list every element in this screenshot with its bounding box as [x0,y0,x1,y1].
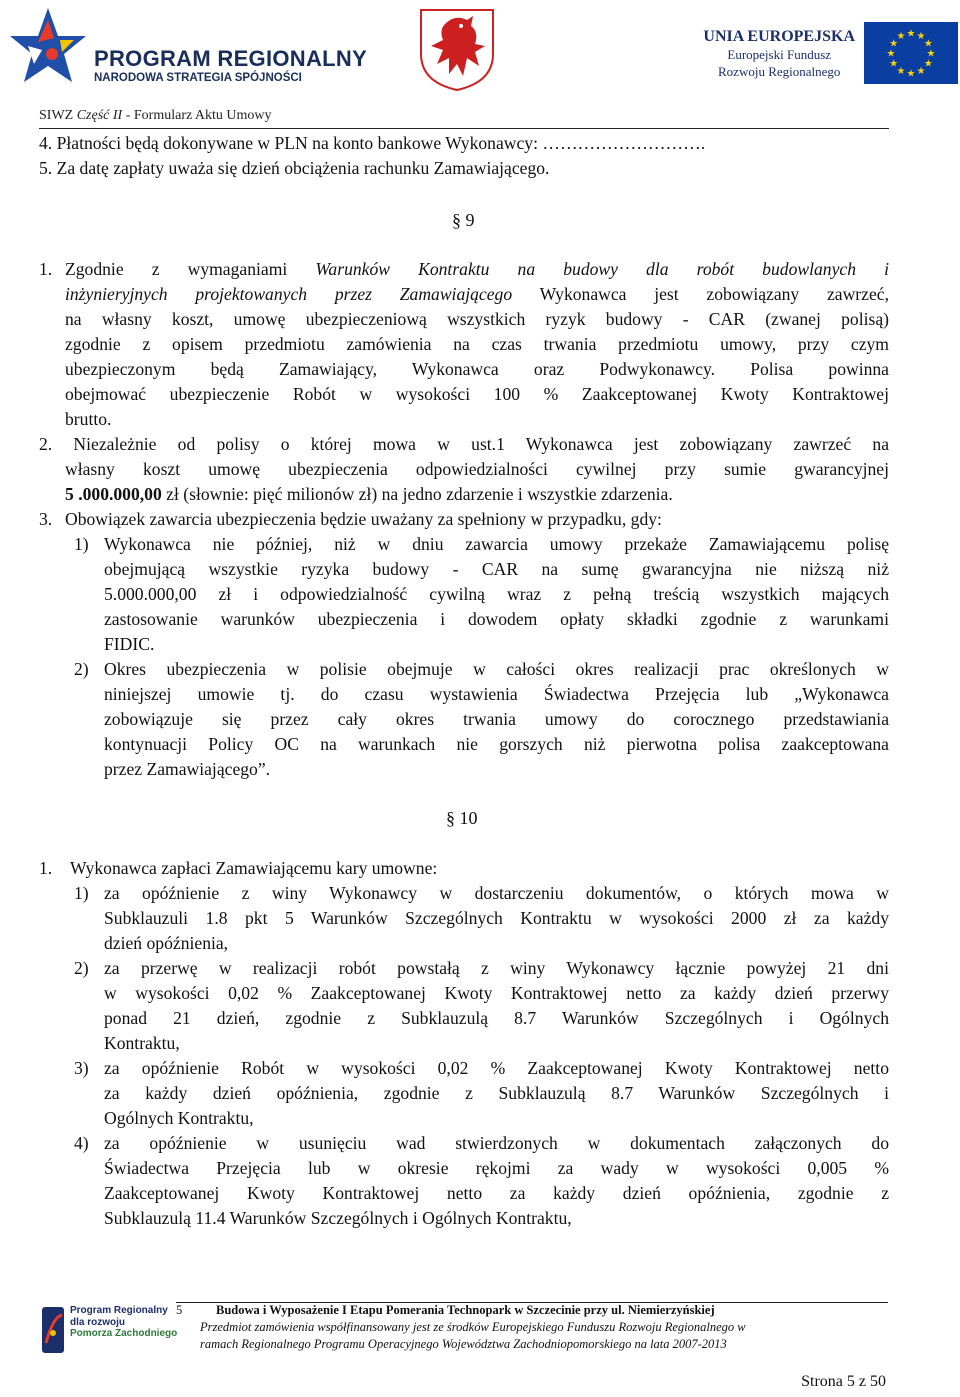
s9-p1-line-5: ubezpieczonym będą Zamawiający, Wykonawca oraz Podwykonawcy. Polisa powinna [65,359,889,379]
s9-p1-number: 1. [39,259,53,279]
page-header [0,0,960,105]
s10-item4-line-3: Zaakceptowanej Kwoty Kontraktowej netto za każdy dzień opóźnienia, zgodnie z [104,1183,889,1203]
eu-star-icon: ★ [923,58,933,70]
nss-star-icon [8,6,88,94]
eu-star-icon: ★ [889,38,899,50]
program-regionalny-logo [8,6,368,94]
eu-star-icon: ★ [906,68,916,80]
s9-p2-line-3 [65,482,673,507]
s9-p3-sub1-line-1: Wykonawca nie później, niż w dniu zawarcia umowy przekaże Zamawiającemu polisę [104,534,889,554]
footer-cofinancing-line-1: Przedmiot zamówienia współfinansowany jest ze środków Europejskiego Funduszu Rozwoju Regionalnego w [200,1320,746,1334]
s9-p1-line-4: zgodnie z opisem przedmiotu zamówienia na czas trwania przedmiotu umowy, przy czym [65,334,889,354]
s9-p2-line-1: 2. Niezależnie od polisy o której mowa w ust.1 Wykonawca jest zobowiązany zawrzeć na [39,434,889,454]
eu-star-icon: ★ [916,31,926,43]
eu-star-icon: ★ [896,31,906,43]
footer-logo-line-2: dla rozwoju [70,1316,125,1328]
s10-item4-line-4: Subklauzulą 11.4 Warunków Szczególnych i Ogólnych Kontraktu, [104,1208,572,1228]
program-subtitle: NARODOWA STRATEGIA SPÓJNOŚCI [94,72,302,84]
s9-p1-line-2a: inżynieryjnych projektowanych przez Zamawiającego [65,284,513,304]
footnote-number: 5 [176,1303,183,1317]
s9-p1-line-7: brutto. [65,409,112,429]
section-10-heading: § 10 [446,808,478,828]
s9-p3-sub1-line-5: FIDIC. [104,634,155,654]
s10-item3-line-3: Ogólnych Kontraktu, [104,1108,254,1128]
s10-item2-line-4: Kontraktu, [104,1033,180,1053]
s10-item4-number: 4) [74,1133,89,1153]
s9-p1-line-2b: Wykonawca jest zobowiązany zawrzeć, [539,284,889,304]
s10-item1-line-2: Subklauzuli 1.8 pkt 5 Warunków Szczególnych Kontraktu w wysokości 2000 zł za każdy [104,908,889,928]
s10-p1-intro: Wykonawca zapłaci Zamawiającemu kary umowne: [70,858,438,878]
s10-item2-line-2: w wysokości 0,02 % Zaakceptowanej Kwoty Kontraktowej netto za każdy dzień przerwy [104,983,889,1003]
header-divider [39,128,889,129]
eu-star-icon: ★ [923,38,933,50]
s9-p1-line-3: na własny koszt, umowę ubezpieczeniową wszystkich ryzyk budowy - CAR (zwanej polisą) [65,309,889,329]
section-9-heading: § 9 [452,210,475,230]
eu-star-icon: ★ [926,48,936,60]
eu-star-icon: ★ [889,58,899,70]
s9-p3-sub2-line-2: niniejszej umowie tj. do czasu wystawienia Świadectwa Przejęcia lub „Wykonawca [104,684,889,704]
s10-item4-line-2: Świadectwa Przejęcia lub w okresie rękojmi za wady w wysokości 0,005 % [104,1158,889,1178]
eu-star-icon: ★ [896,65,906,77]
page-number: Strona 5 z 50 [801,1373,886,1390]
program-title: PROGRAM REGIONALNY [94,46,368,71]
footer-logo-line-1: Program Regionalny [70,1305,168,1316]
s10-item4-line-1: za opóźnienie w usunięciu wad stwierdzonych w dokumentach załączonych do [104,1133,889,1153]
doc-label-rest: - Formularz Aktu Umowy [122,108,272,123]
s10-p1-number: 1. [39,858,53,878]
s10-item3-number: 3) [74,1058,89,1078]
s9-p1-line-1a: Zgodnie z wymaganiami [65,259,288,279]
s10-item3-line-2: za każdy dzień opóźnienia, zgodnie z Subklauzulą 8.7 Warunków Szczególnych i [104,1083,889,1103]
s10-item2-number: 2) [74,958,89,978]
s9-p1-line-6: obejmować ubezpieczenie Robót w wysokości 100 % Zaakceptowanej Kwoty Kontraktowej [65,384,889,404]
doc-label-plain: SIWZ [39,108,77,123]
eu-line1: Europejski Fundusz [727,47,832,62]
footer-logo-text [70,1305,177,1340]
griffin-crest-icon [415,6,499,92]
s9-p3-sub2-line-3: zobowiązuje się przez cały okres trwania umowy do corocznego przedstawiania [104,709,889,729]
footer-cofinancing-line-2: ramach Regionalnego Programu Operacyjnego Województwa Zachodniopomorskiego na lata 2007-2013 [200,1337,727,1351]
eu-title: UNIA EUROPEJSKA [703,28,855,45]
s9-p3-sub2-line-4: kontynuacji Policy OC na warunkach nie gorszych niż pierwotna polisa zaakceptowana [104,734,889,754]
s9-p2-rest: zł (słownie: pięć milionów zł) na jedno zdarzenie i wszystkie zdarzenia. [161,484,673,504]
s9-p3-sub1-line-2: obejmującą wszystkie ryzyka budowy - CAR na sumę gwarancyjna nie niższą niż [104,559,889,579]
payment-item-5: 5. Za datę zapłaty uważa się dzień obciążenia rachunku Zamawiającego. [39,158,550,178]
s9-p2-line-2: własny koszt umowę ubezpieczenia odpowiedzialności cywilnej przy sumie gwarancyjnej [65,459,889,479]
eu-star-icon: ★ [886,48,896,60]
doc-label-italic: Część II [76,108,123,123]
s9-p3-sub2-number: 2) [74,659,89,679]
eu-line2: Rozwoju Regionalnego [718,64,841,79]
eu-star-icon: ★ [916,65,926,77]
s10-item1-line-3: dzień opóźnienia, [104,933,229,953]
s9-p1-line-1 [65,257,889,282]
s9-p3-number: 3. [39,509,53,529]
eu-star-icon: ★ [906,28,916,40]
s9-p1-line-2 [65,282,889,307]
s9-p1-line-1b: Warunków Kontraktu na budowy dla robót budowlanych i [315,259,889,279]
s10-item1-number: 1) [74,883,89,903]
s9-p3-intro: Obowiązek zawarcia ubezpieczenia będzie uważany za spełniony w przypadku, gdy: [65,509,662,529]
s10-item1-line-1: za opóźnienie z winy Wykonawcy w dostarczeniu dokumentów, o których mowa w [104,883,889,903]
s10-item2-line-3: ponad 21 dzień, zgodnie z Subklauzulą 8.7 Warunków Szczególnych i Ogólnych [104,1008,889,1028]
eu-flag-icon [864,22,958,84]
s9-p3-sub1-line-3: 5.000.000,00 zł i odpowiedzialność cywilną wraz z pełną treścią wszystkich mających [104,584,889,604]
s9-p3-sub2-line-1: Okres ubezpieczenia w polisie obejmuje w całości okres realizacji prac określonych w [104,659,889,679]
s10-item3-line-1: za opóźnienie Robót w wysokości 0,02 % Zaakceptowanej Kwoty Kontraktowej netto [104,1058,889,1078]
s9-p3-sub1-line-4: zastosowanie warunków ubezpieczenia i dowodem opłaty składki zgodnie z warunkami [104,609,889,629]
footer-program-logo [40,1303,178,1361]
document-label [39,108,272,124]
s9-p3-sub2-line-5: przez Zamawiającego”. [104,759,271,779]
s9-p3-sub1-number: 1) [74,534,89,554]
footer-logo-icon [40,1303,68,1357]
eu-label [703,28,855,80]
footer-project-title: Budowa i Wyposażenie I Etapu Pomerania Technopark w Szczecinie przy ul. Niemierzyńskiej [216,1303,715,1317]
s9-p2-amount: 5 .000.000,00 [65,484,162,504]
s10-item2-line-1: za przerwę w realizacji robót powstałą z winy Wykonawcy łącznie powyżej 21 dni [104,958,889,978]
footer-logo-line-3: Pomorza Zachodniego [70,1328,178,1339]
payment-item-4: 4. Płatności będą dokonywane w PLN na konto bankowe Wykonawcy: ………………………. [39,133,706,153]
